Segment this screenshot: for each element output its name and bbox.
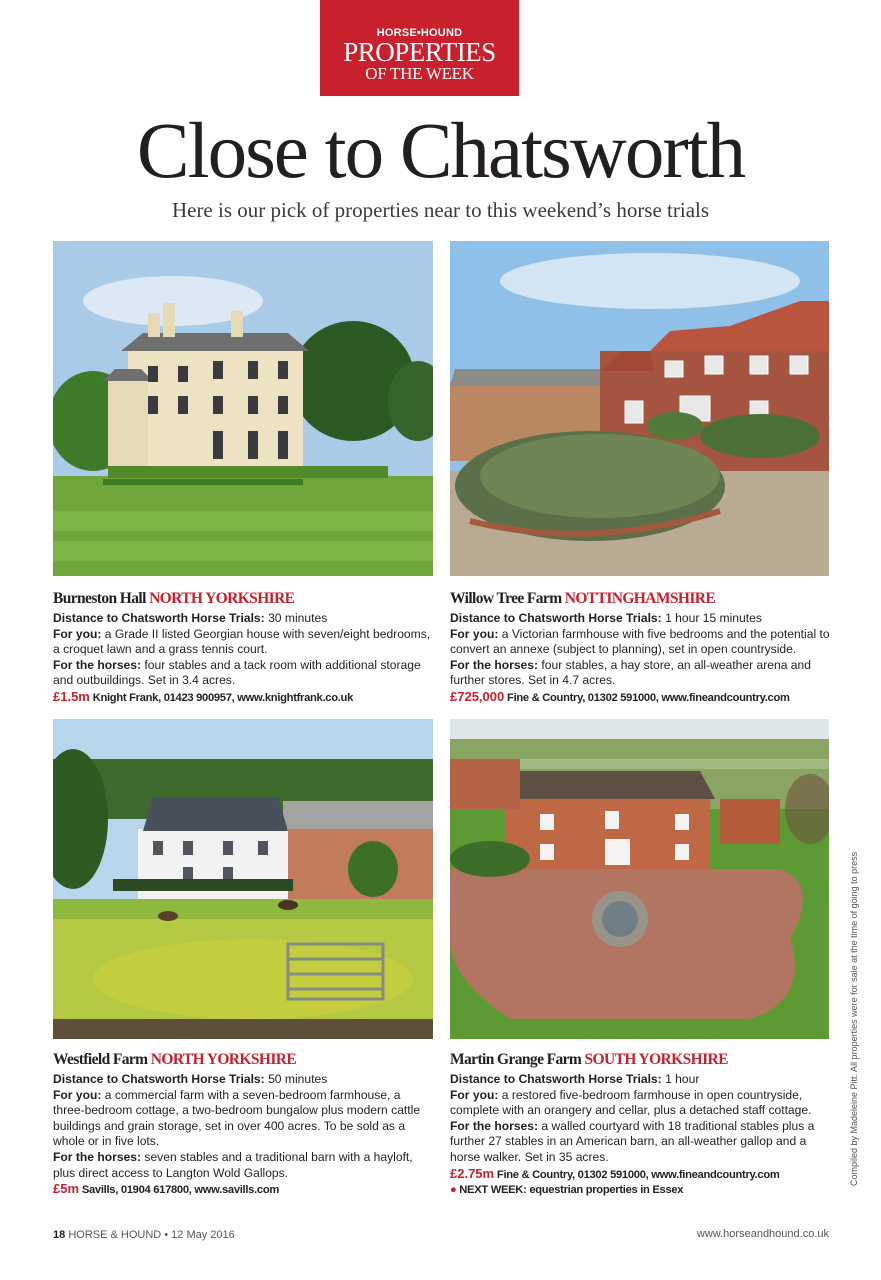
for-horses-row [450, 658, 830, 689]
agent-contact: Fine & Country, 01302 591000, www.fineandcountry.com [496, 1168, 780, 1181]
for-horses-label: For the horses: [450, 657, 539, 672]
distance-label: Distance to Chatsworth Horse Trials: [53, 611, 265, 625]
for-horses-row [53, 658, 433, 689]
for-horses-text: four stables, a hay store, an all-weather arena and further stores. Set in 4.7 acres. [450, 657, 811, 688]
publication-date: HORSE & HOUND • 12 May 2016 [68, 1229, 235, 1241]
listing-willow-tree-farm [450, 589, 830, 707]
section-masthead [320, 0, 519, 96]
for-horses-label: For the horses: [450, 1118, 539, 1133]
for-horses-label: For the horses: [53, 657, 142, 672]
price: £2.75m [450, 1165, 495, 1181]
property-name: Burneston Hall [53, 590, 146, 607]
listing-martin-grange-farm [450, 1050, 830, 1199]
distance-label: Distance to Chatsworth Horse Trials: [450, 1072, 662, 1086]
listing-title [53, 589, 433, 608]
distance-value: 30 minutes [268, 611, 328, 625]
for-horses-text: a walled courtyard with 18 traditional stables plus a further 27 stables in an American barn, an all-weather gallop and a horse walker. Set in 35 acres. [450, 1118, 815, 1164]
for-horses-label: For the horses: [53, 1149, 142, 1164]
for-you-text: a Victorian farmhouse with five bedrooms and the potential to convert an annexe (subject to planning), set in open countryside. [450, 626, 830, 657]
agent-contact: Savills, 01904 617800, www.savills.com [81, 1184, 280, 1197]
section-subtitle: OF THE WEEK [365, 64, 474, 83]
price: £5m [53, 1181, 80, 1197]
for-horses-text: seven stables and a traditional barn with a hayloft, plus direct access to Langton Wold Gallops. [53, 1149, 413, 1180]
for-you-text: a commercial farm with a seven-bedroom farmhouse, a three-bedroom cottage, a two-bedroom bungalow plus modern cattle buildings and grain storage, set in over 400 acres. To be sold as a whole or in five lots. [53, 1087, 421, 1149]
footer-website: www.horseandhound.co.uk [696, 1228, 829, 1240]
for-you-text: a restored five-bedroom farmhouse in open countryside, complete with an orangery and cellar, plus a detached staff cottage. [450, 1087, 812, 1118]
listing-title [450, 1050, 830, 1069]
next-week-teaser [450, 1183, 830, 1199]
property-region: NORTH YORKSHIRE [150, 1051, 297, 1068]
photo-martin-grange-farm [450, 719, 829, 1039]
compiler-credit: Compiled by Madeleine Pitt. All properties were for sale at the time of going to press [849, 851, 859, 1186]
price-row [53, 689, 433, 707]
section-title: PROPERTIES [343, 37, 496, 67]
listing-burneston-hall [53, 589, 433, 707]
for-you-row [450, 627, 830, 658]
for-you-row [53, 1088, 433, 1150]
property-region: NOTTINGHAMSHIRE [564, 590, 716, 607]
distance-value: 1 hour [665, 1072, 700, 1086]
agent-contact: Knight Frank, 01423 900957, www.knightfrank.co.uk [92, 691, 353, 704]
for-you-label: For you: [53, 1087, 102, 1102]
for-horses-text: four stables and a tack room with additional storage and outbuildings. Set in 3.4 acres. [53, 657, 421, 688]
for-you-label: For you: [53, 626, 102, 641]
distance-row [53, 1072, 433, 1088]
standfirst: Here is our pick of properties near to this weekend’s horse trials [171, 198, 710, 222]
listing-westfield-farm [53, 1050, 433, 1199]
for-you-label: For you: [450, 626, 499, 641]
brand-logo: HORSE•HOUND [376, 27, 463, 39]
for-horses-row [450, 1119, 830, 1166]
distance-label: Distance to Chatsworth Horse Trials: [53, 1072, 265, 1086]
price-row [450, 1166, 830, 1184]
photo-westfield-farm [53, 719, 433, 1039]
property-name: Westfield Farm [53, 1051, 148, 1068]
photo-burneston-hall [53, 241, 433, 576]
for-you-label: For you: [450, 1087, 499, 1102]
distance-value: 1 hour 15 minutes [665, 611, 762, 625]
listing-title [450, 589, 830, 608]
property-name: Willow Tree Farm [450, 590, 562, 607]
agent-contact: Fine & Country, 01302 591000, www.fineandcountry.com [507, 691, 790, 704]
listing-title [53, 1050, 433, 1069]
distance-row [450, 611, 830, 627]
property-name: Martin Grange Farm [450, 1051, 582, 1068]
price: £1.5m [53, 688, 90, 704]
distance-row [53, 611, 433, 627]
bullet-dot-icon: ● [450, 1184, 457, 1197]
price-row [53, 1181, 433, 1199]
price: £725,000 [450, 688, 505, 704]
distance-value: 50 minutes [268, 1072, 328, 1086]
price-row [450, 689, 830, 707]
for-you-text: a Grade II listed Georgian house with seven/eight bedrooms, a croquet lawn and a grass tennis court. [53, 626, 431, 657]
photo-willow-tree-farm [450, 241, 829, 576]
page-headline: Close to Chatsworth [136, 108, 745, 195]
distance-label: Distance to Chatsworth Horse Trials: [450, 611, 662, 625]
for-you-row [450, 1088, 830, 1119]
distance-row [450, 1072, 830, 1088]
property-region: SOUTH YORKSHIRE [584, 1051, 728, 1068]
for-you-row [53, 627, 433, 658]
for-horses-row [53, 1150, 433, 1181]
page-number: 18 [53, 1229, 66, 1241]
next-week-text: NEXT WEEK: equestrian properties in Essex [459, 1184, 684, 1197]
footer-folio [53, 1229, 235, 1241]
property-region: NORTH YORKSHIRE [149, 590, 295, 607]
